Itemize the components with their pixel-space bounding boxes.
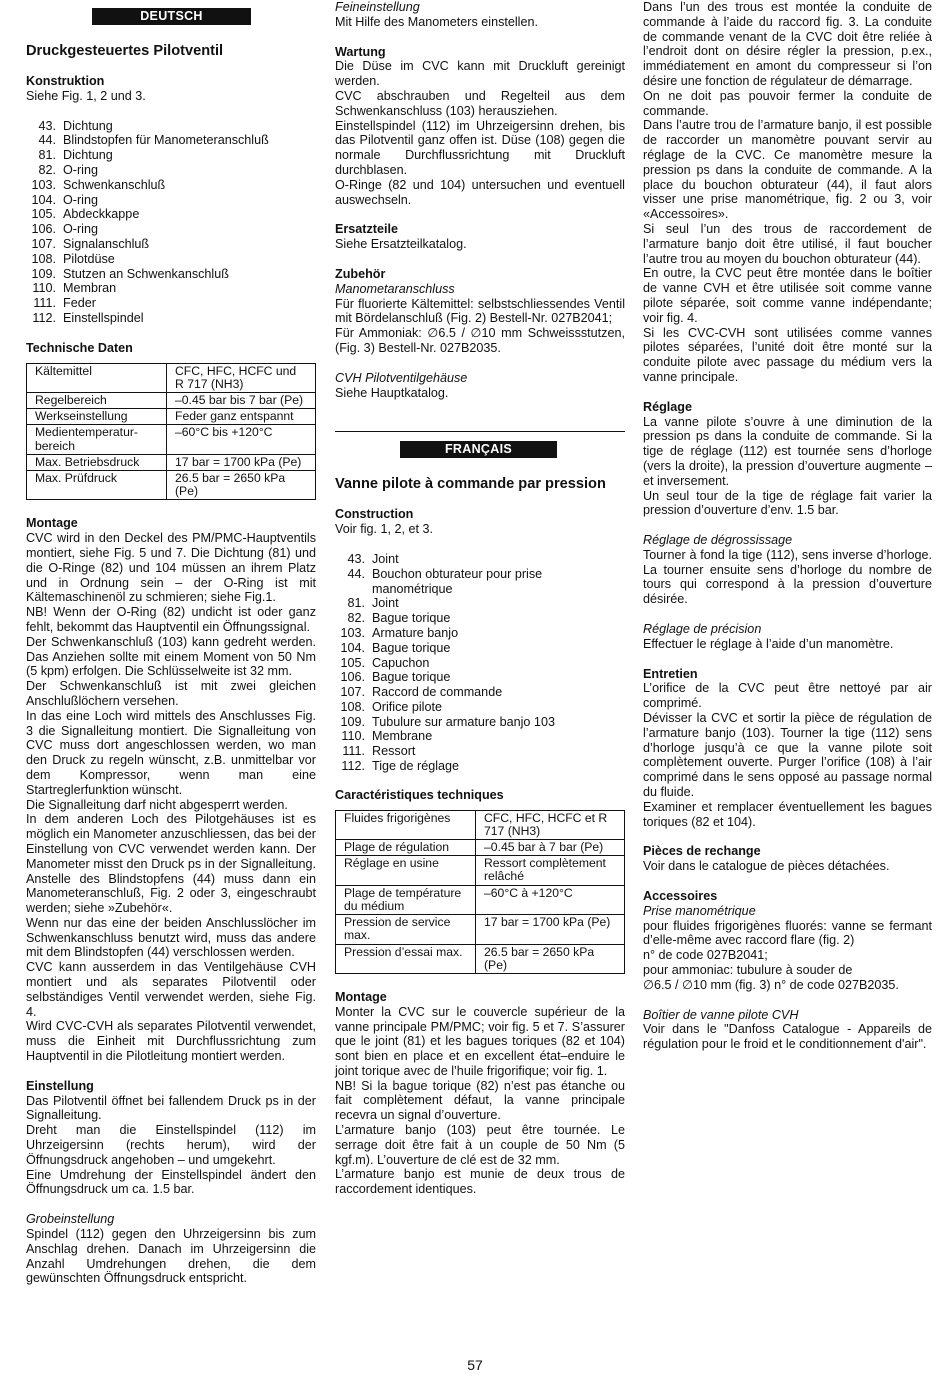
list-item: [335, 641, 625, 656]
part-label: Tige de réglage: [372, 759, 460, 774]
heading-zubehor: Zubehör: [335, 266, 386, 281]
degross-text: Tourner à fond la tige (112), sens inverse d’horloge. La tourner ensuite sens d’horloge du nombre de tours qui correspond à la pression d’ouverture désirée.: [643, 547, 932, 607]
parts-list-fr: [335, 552, 625, 774]
table-cell-value: CFC, HFC, HCFC et R 717 (NH3): [476, 810, 625, 839]
part-label: Orifice pilote: [372, 699, 442, 714]
heading-grobeinstellung: Grobeinstellung: [26, 1212, 115, 1227]
montage-text-fr: [335, 1005, 625, 1197]
heading-cvh: CVH Pilotventilgehäuse: [335, 370, 468, 385]
part-label: Ressort: [372, 744, 416, 759]
paragraph: Examiner et remplacer éventuellement les bagues toriques (82 et 104).: [643, 799, 932, 829]
table-cell-value: –60°C bis +120°C: [167, 425, 316, 454]
paragraph: O-Ringe (82 und 104) untersuchen und eventuell auswechseln.: [335, 177, 625, 207]
part-number: 82.: [347, 611, 365, 626]
part-label: Bouchon obturateur pour prise manométrique: [372, 566, 543, 596]
part-number: 111.: [33, 296, 56, 311]
entretien-text: [643, 681, 932, 829]
section-title-fr: Vanne pilote à commande par pression: [335, 476, 606, 493]
paragraph: pour ammoniac: tubulure à souder de: [643, 963, 853, 978]
table-cell-label: Fluides frigorigènes: [336, 810, 476, 839]
list-item: [26, 193, 316, 208]
part-number: 111.: [342, 744, 365, 759]
paragraph: n° de code 027B2041;: [643, 948, 768, 963]
part-number: 112.: [341, 759, 365, 774]
list-item: [26, 237, 316, 252]
part-label: Armature banjo: [372, 625, 459, 640]
part-number: 107.: [31, 236, 56, 251]
heading-boitier: Boîtier de vanne pilote CVH: [643, 1007, 799, 1022]
tech-table-de: [26, 363, 316, 501]
list-item: [335, 567, 625, 597]
part-label: Dichtung: [63, 148, 113, 163]
paragraph: Der Schwenkanschluß (103) kann gedreht werden. Das Anziehen sollte mit einem Moment von 50 Nm (5 kpm) erfolgen. Die Schlüsselweite ist 32 mm.: [26, 634, 316, 679]
paragraph: In dem anderen Loch des Pilotgehäuses ist es möglich ein Manometer anzuschliessen, das bei der Einstellung von CVC verwendet werden kann. Der Manometer misst den Druck ps in der Signalleitung. Anstelle des Blindstopfens (44) muss dann ein Manometeranschluß, Fig. 2 oder 3, eingeschraubt werden; siehe »Zubehör«.: [26, 812, 316, 916]
paragraph: CVC abschrauben und Regelteil aus dem Schwenkanschluss (103) herausziehen.: [335, 88, 625, 118]
part-label: O-ring: [63, 222, 98, 237]
part-number: 106.: [340, 670, 365, 685]
paragraph: Wird CVC-CVH als separates Pilotventil verwendet, muss die Einheit mit Durchflussrichtung zum Hauptventil in die Pilotleitung montiert werden.: [26, 1019, 316, 1064]
part-label: Bague torique: [372, 670, 451, 685]
part-label: Membrane: [372, 729, 433, 744]
list-item: [26, 281, 316, 296]
heading-ersatzteile: Ersatzteile: [335, 222, 398, 237]
list-item: [26, 119, 316, 134]
table-row: [27, 392, 316, 408]
part-number: 109.: [340, 714, 365, 729]
table-cell-value: 26.5 bar = 2650 kPa (Pe): [476, 944, 625, 973]
table-cell-value: –0.45 bar bis 7 bar (Pe): [167, 392, 316, 408]
part-label: Bague torique: [372, 640, 451, 655]
paragraph: Wenn nur das eine der beiden Anschlusslöcher im Schwenkanschluss benutzt wird, muss das andere mit dem Blindstopfen (44) verschlossen werden.: [26, 915, 316, 960]
table-row: [336, 856, 625, 885]
part-label: O-ring: [63, 192, 98, 207]
part-number: 107.: [340, 685, 365, 700]
part-number: 105.: [31, 207, 56, 222]
table-cell-value: CFC, HFC, HCFC und R 717 (NH3): [167, 363, 316, 392]
paragraph: Dans l’un des trous est montée la conduite de commande à l’aide du raccord fig. 3. La conduite de commande venant de la CVC doit être reliée à l’endroit dont on désire régler la pression, p.ex., immédiatement en amont du compresseur si l’on désire une fonction de régulateur de démarrage.: [643, 0, 932, 88]
part-label: Stutzen an Schwenkanschluß: [63, 266, 229, 281]
part-label: Schwenkanschluß: [63, 177, 166, 192]
list-item: [26, 252, 316, 267]
part-label: Raccord de commande: [372, 685, 503, 700]
list-item: [335, 596, 625, 611]
table-cell-label: Plage de température du médium: [336, 885, 476, 914]
table-cell-label: Kältemittel: [27, 363, 167, 392]
paragraph: Dévisser la CVC et sortir la pièce de régulation de l’armature banjo (103). Tourner la tige (112) sens d’horloge jusqu’à ce que la vanne pilote soit complètement ouverte. Purger l’orifice (108) à l’air comprimé dans le sens opposé au passage normal du fluide.: [643, 711, 932, 800]
column-german: [26, 0, 316, 1286]
part-label: O-ring: [63, 162, 98, 177]
table-cell-value: Ressort complètement relâché: [476, 856, 625, 885]
table-row: [27, 470, 316, 499]
einstellung-text: [26, 1094, 316, 1198]
table-row: [336, 944, 625, 973]
construction-text: Voir fig. 1, 2, et 3.: [335, 522, 434, 537]
paragraph: L’orifice de la CVC peut être nettoyé par air comprimé.: [643, 681, 932, 711]
table-cell-value: Feder ganz entspannt: [167, 409, 316, 425]
list-item: [335, 715, 625, 730]
table-row: [336, 840, 625, 856]
part-label: Pilotdüse: [63, 251, 115, 266]
table-cell-label: Réglage en usine: [336, 856, 476, 885]
part-label: Dichtung: [63, 118, 113, 133]
paragraph: Eine Umdrehung der Einstellspindel ändert den Öffnungsdruck um ca. 1.5 bar.: [26, 1167, 316, 1197]
heading-montage-de: Montage: [26, 516, 78, 531]
boitier-text: Voir dans le "Danfoss Catalogue - Appareils de régulation pour le froid et le conditionnement d'air".: [643, 1022, 932, 1052]
column-french: [643, 0, 932, 1052]
list-item: [26, 148, 316, 163]
heading-precision: Réglage de précision: [643, 622, 762, 637]
table-cell-label: Plage de régulation: [336, 840, 476, 856]
paragraph: Dans l’autre trou de l’armature banjo, il est possible de raccorder un manomètre pouvant servir au réglage de la CVC. Ce manomètre mesure la pression ps dans la conduite de commande. A la place du bouchon obturateur (44), il faut alors visser une prise manométrique, fig. 2 ou 3, voir «Accessoires».: [643, 118, 932, 222]
paragraph: Die Düse im CVC kann mit Druckluft gereinigt werden.: [335, 59, 625, 89]
heading-konstruktion: Konstruktion: [26, 74, 105, 88]
part-number: 82.: [38, 162, 56, 177]
table-cell-label: Pression de service max.: [336, 915, 476, 944]
column-middle: [335, 0, 625, 1197]
paragraph: NB! Si la bague torique (82) n’est pas étanche ou fait complètement défaut, la vanne principale recevra un signal d’ouverture.: [335, 1078, 625, 1123]
table-cell-value: 17 bar = 1700 kPa (Pe): [476, 915, 625, 944]
part-number: 43.: [38, 118, 56, 133]
list-item: [26, 178, 316, 193]
part-number: 112.: [32, 310, 56, 325]
part-label: Bague torique: [372, 611, 451, 626]
raccordement-text: [643, 0, 932, 385]
paragraph: On ne doit pas pouvoir fermer la conduite de commande.: [643, 88, 932, 118]
zubehor-sub: Manometaranschluss: [335, 281, 455, 296]
list-item: [335, 670, 625, 685]
table-cell-label: Max. Prüfdruck: [27, 470, 167, 499]
table-cell-label: Regelbereich: [27, 392, 167, 408]
wartung-text: [335, 59, 625, 207]
part-number: 104.: [340, 640, 365, 655]
paragraph: ∅6.5 / ∅10 mm (fig. 3) n° de code 027B2035.: [643, 977, 899, 992]
list-item: [335, 700, 625, 715]
heading-caracteristiques: Caractéristiques techniques: [335, 787, 504, 802]
fein-text: Mit Hilfe des Manometers einstellen.: [335, 14, 538, 29]
part-number: 81.: [38, 148, 56, 163]
accessoires-text: [643, 919, 932, 993]
list-item: [26, 267, 316, 282]
table-row: [27, 425, 316, 454]
list-item: [335, 759, 625, 774]
part-label: Joint: [372, 596, 399, 611]
paragraph: Für Ammoniak: ∅6.5 / ∅10 mm Schweissstutzen, (Fig. 3) Bestell-Nr. 027B2035.: [335, 326, 625, 355]
paragraph: Si seul l’un des trous de raccordement de l’armature banjo doit être utilisé, il faut boucher l’autre trou au moyen du bouchon obturateur (44).: [643, 221, 932, 266]
part-number: 44.: [347, 566, 365, 581]
list-item: [26, 311, 316, 326]
paragraph: Monter la CVC sur le couvercle supérieur de la vanne principale PM/PMC; voir fig. 5 et 7. S’assurer que le joint (81) et les bagues toriques (82 et 104) sont bien en place et en excellent état–enduire le joint torique avec de l’huile frigorifique; voir fig. 1.: [335, 1004, 625, 1078]
table-row: [27, 409, 316, 425]
list-item: [335, 729, 625, 744]
grob-text: Spindel (112) gegen den Uhrzeigersinn bis zum Anschlag drehen. Danach im Uhrzeigersinn die Anzahl Umdrehungen drehen, die dem gewünschten Öffnungsdruck entspricht.: [26, 1227, 316, 1286]
list-item: [26, 207, 316, 222]
paragraph: CVC wird in den Deckel des PM/PMC-Hauptventils montiert, siehe Fig. 5 und 7. Die Dichtung (81) und die O-Ringe (82) und 104 müssen an ihrem Platz und in Ordnung sein – der O-Ring ist mit Kältemaschinenöl zu schmieren; siehe Fig.1.: [26, 531, 316, 605]
montage-text-de: [26, 531, 316, 1064]
list-item: [335, 656, 625, 671]
table-cell-label: Werkseinstellung: [27, 409, 167, 425]
table-cell-value: –60°C à +120°C: [476, 885, 625, 914]
table-row: [336, 885, 625, 914]
tech-table-fr: [335, 810, 625, 974]
part-number: 105.: [340, 655, 365, 670]
table-row: [27, 454, 316, 470]
list-item: [335, 744, 625, 759]
ersatz-text: Siehe Ersatzteilkatalog.: [335, 237, 467, 252]
part-number: 103.: [340, 625, 365, 640]
precision-text: Effectuer le réglage à l’aide d’un manomètre.: [643, 636, 894, 651]
language-label: DEUTSCH: [140, 9, 203, 23]
paragraph: La vanne pilote s’ouvre à une diminution de la pression ps dans la conduite de commande. Si la tige de réglage (112) est tournée sens d’horloge (vers la droite), la pression d’ouverture augmente – et inversement.: [643, 414, 932, 488]
heading-montage-fr: Montage: [335, 989, 387, 1004]
cvh-text: Siehe Hauptkatalog.: [335, 385, 449, 400]
paragraph: Einstellspindel (112) im Uhrzeigersinn drehen, bis das Pilotventil ganz offen ist. Düse (108) gegen die normale Durchflussrichtung mit Druckluft durchblasen.: [335, 118, 625, 177]
page-number: 57: [467, 1357, 483, 1373]
paragraph: CVC kann ausserdem in das Ventilgehäuse CVH montiert und als separates Pilotventil oder selbständiges Ventil verwendet werden, siehe Fig. 4.: [26, 960, 316, 1019]
language-banner-fr: [400, 441, 557, 458]
table-cell-value: –0.45 bar à 7 bar (Pe): [476, 840, 625, 856]
heading-wartung: Wartung: [335, 44, 386, 59]
paragraph: Für fluorierte Kältemittel: selbstschliessendes Ventil mit Bördelanschluß (Fig. 2) Bestell-Nr. 027B2041;: [335, 296, 625, 326]
table-row: [336, 810, 625, 839]
part-label: Capuchon: [372, 655, 430, 670]
list-item: [335, 552, 625, 567]
list-item: [26, 133, 316, 148]
list-item: [26, 296, 316, 311]
table-row: [27, 363, 316, 392]
part-label: Tubulure sur armature banjo 103: [372, 714, 555, 729]
part-number: 110.: [341, 729, 365, 744]
table-cell-label: Pression d’essai max.: [336, 944, 476, 973]
part-label: Membran: [63, 281, 117, 296]
table-cell-value: 17 bar = 1700 kPa (Pe): [167, 454, 316, 470]
part-number: 103.: [31, 177, 56, 192]
part-number: 104.: [31, 192, 56, 207]
paragraph: Der Schwenkanschluß ist mit zwei gleichen Anschlußlöchern versehen.: [26, 679, 316, 708]
part-number: 81.: [347, 596, 365, 611]
table-cell-label: Max. Betriebsdruck: [27, 454, 167, 470]
konstruktion-text: Siehe Fig. 1, 2 und 3.: [26, 88, 146, 103]
section-title-de: Druckgesteuertes Pilotventil: [26, 43, 224, 59]
part-label: Abdeckkappe: [63, 207, 140, 222]
part-number: 110.: [32, 281, 56, 296]
reglage-text: [643, 415, 932, 519]
part-number: 108.: [340, 699, 365, 714]
part-number: 44.: [38, 133, 56, 148]
paragraph: Si les CVC-CVH sont utilisées comme vannes pilotes séparées, l’unité doit être monté sur la conduite pilote avec passage du médium vers la vanne principale.: [643, 325, 932, 384]
list-item: [335, 626, 625, 641]
paragraph: In das eine Loch wird mittels des Anschlusses Fig. 3 die Signalleitung montiert. Die Signalleitung von CVC muss dort angeschlossen werden, wo man den Druck zu regeln wünscht, z.B. unmittelbar vor dem Kompressor, wenn man eine Startreglerfunktion wünscht.: [26, 708, 316, 797]
part-number: 109.: [31, 266, 56, 281]
zubehor-text: [335, 297, 625, 356]
paragraph: Die Signalleitung darf nicht abgesperrt werden.: [26, 797, 288, 812]
part-number: 108.: [31, 251, 56, 266]
heading-construction: Construction: [335, 507, 414, 522]
part-label: Einstellspindel: [63, 310, 144, 325]
paragraph: L’armature banjo est munie de deux trous de raccordement identiques.: [335, 1167, 625, 1197]
heading-degrossissage: Réglage de dégrossissage: [643, 533, 793, 548]
list-item: [26, 163, 316, 178]
paragraph: pour fluides frigorigènes fluorés: vanne se fermant d’elle-même avec raccord flare (fig. 2): [643, 918, 932, 948]
heading-einstellung: Einstellung: [26, 1078, 94, 1093]
paragraph: NB! Wenn der O-Ring (82) undicht ist oder ganz fehlt, bekommt das Hauptventil ein Öffnungssignal.: [26, 605, 316, 634]
paragraph: En outre, la CVC peut être montée dans le boîtier de vanne CVH et être utilisée soit comme vanne pilote séparée, soit comme vanne indépendante; voir fig. 4.: [643, 266, 932, 325]
parts-list-de: [26, 119, 316, 326]
part-label: Blindstopfen für Manometeranschluß: [63, 133, 269, 148]
heading-reglage: Réglage: [643, 399, 692, 414]
part-label: Signalanschluß: [63, 236, 150, 251]
heading-entretien: Entretien: [643, 666, 698, 681]
heading-accessoires: Accessoires: [643, 889, 718, 904]
paragraph: Dreht man die Einstellspindel (112) im Uhrzeigersinn (rechts herum), wird der Öffnungsdruck angehoben – und umgekehrt.: [26, 1123, 316, 1167]
pieces-text: Voir dans le catalogue de pièces détachées.: [643, 859, 890, 874]
heading-pieces: Pièces de rechange: [643, 844, 761, 859]
heading-feineinstellung: Feineinstellung: [335, 0, 420, 14]
part-number: 106.: [31, 222, 56, 237]
part-label: Joint: [372, 551, 399, 566]
heading-technische-daten: Technische Daten: [26, 340, 133, 355]
list-item: [26, 222, 316, 237]
language-label: FRANÇAIS: [445, 442, 512, 457]
language-banner-de: [92, 8, 251, 25]
paragraph: Das Pilotventil öffnet bei fallendem Druck ps in der Signalleitung.: [26, 1093, 316, 1123]
list-item: [335, 611, 625, 626]
table-cell-value: 26.5 bar = 2650 kPa (Pe): [167, 470, 316, 499]
part-label: Feder: [63, 296, 96, 311]
list-item: [335, 685, 625, 700]
paragraph: Un seul tour de la tige de réglage fait varier la pression d’ouverture d’env. 1.5 bar.: [643, 488, 932, 518]
accessoires-sub: Prise manométrique: [643, 903, 756, 918]
paragraph: L’armature banjo (103) peut être tournée. Le serrage doit être fait à un couple de 50 Nm (5 kgf.m). L’ouverture de clé est de 32 mm.: [335, 1123, 625, 1167]
table-cell-label: Medientemperatur-bereich: [27, 425, 167, 454]
part-number: 43.: [347, 551, 365, 566]
table-row: [336, 915, 625, 944]
